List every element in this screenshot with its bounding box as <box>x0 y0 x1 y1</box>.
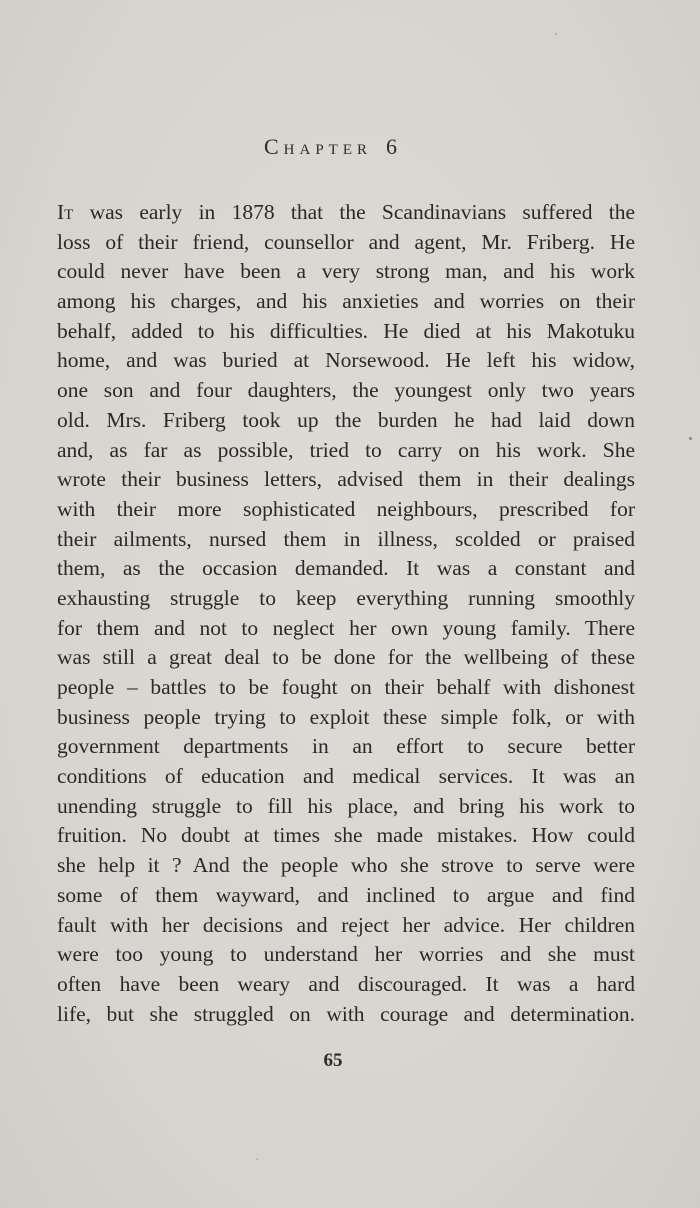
paragraph-line: unending struggle to fill his place, and bring his work to <box>57 793 635 818</box>
chapter-heading <box>0 134 664 160</box>
paragraph-line: wrote their business letters, advised them in their dealings <box>57 467 635 492</box>
paper-speck <box>555 33 557 35</box>
paragraph-line: business people trying to exploit these simple folk, or with <box>57 704 635 729</box>
paragraph-line: them, as the occasion demanded. It was a constant and <box>57 556 635 581</box>
paragraph-line: government departments in an effort to secure better <box>57 734 635 759</box>
paragraph-line: was still a great deal to be done for the wellbeing of these <box>57 645 635 670</box>
paragraph-line: often have been weary and discouraged. It was a hard <box>57 971 635 996</box>
paragraph-line: It was early in 1878 that the Scandinavians suffered the <box>57 200 635 224</box>
paragraph-line: among his charges, and his anxieties and worries on their <box>57 289 635 314</box>
paper-speck <box>689 437 692 440</box>
paragraph-line: and, as far as possible, tried to carry on his work. She <box>57 437 635 462</box>
paragraph-line: their ailments, nursed them in illness, scolded or praised <box>57 526 635 551</box>
paragraph-line: old. Mrs. Friberg took up the burden he had laid down <box>57 407 635 432</box>
paragraph-line: were too young to understand her worries and she must <box>57 942 635 967</box>
paragraph-line: one son and four daughters, the youngest only two years <box>57 378 635 403</box>
paragraph-line: for them and not to neglect her own young family. There <box>57 615 635 640</box>
chapter-paragraph <box>57 198 635 1029</box>
paragraph-line: could never have been a very strong man, and his work <box>57 259 635 284</box>
paragraph-line: with their more sophisticated neighbours, prescribed for <box>57 496 635 521</box>
paper-speck <box>256 1158 258 1160</box>
paragraph-line: she help it ? And the people who she strove to serve were <box>57 853 635 878</box>
page-number: 65 <box>323 1050 343 1071</box>
paragraph-line: fault with her decisions and reject her advice. Her children <box>57 912 635 937</box>
paragraph-lead-word: It <box>57 200 74 224</box>
paragraph-line: exhausting struggle to keep everything running smoothly <box>57 585 635 610</box>
paragraph-line: fruition. No doubt at times she made mistakes. How could <box>57 823 635 848</box>
chapter-word: Chapter <box>263 134 372 159</box>
paragraph-line: behalf, added to his difficulties. He died at his Makotuku <box>57 318 635 343</box>
paragraph-line: loss of their friend, counsellor and agent, Mr. Friberg. He <box>57 229 635 254</box>
chapter-number: 6 <box>386 134 400 159</box>
paragraph-line: some of them wayward, and inclined to argue and find <box>57 882 635 907</box>
paragraph-line: conditions of education and medical services. It was an <box>57 764 635 789</box>
paragraph-line: life, but she struggled on with courage and determination. <box>57 1001 635 1026</box>
paragraph-line: people – battles to be fought on their behalf with dishonest <box>57 675 635 699</box>
paragraph-line: home, and was buried at Norsewood. He left his widow, <box>57 348 635 373</box>
